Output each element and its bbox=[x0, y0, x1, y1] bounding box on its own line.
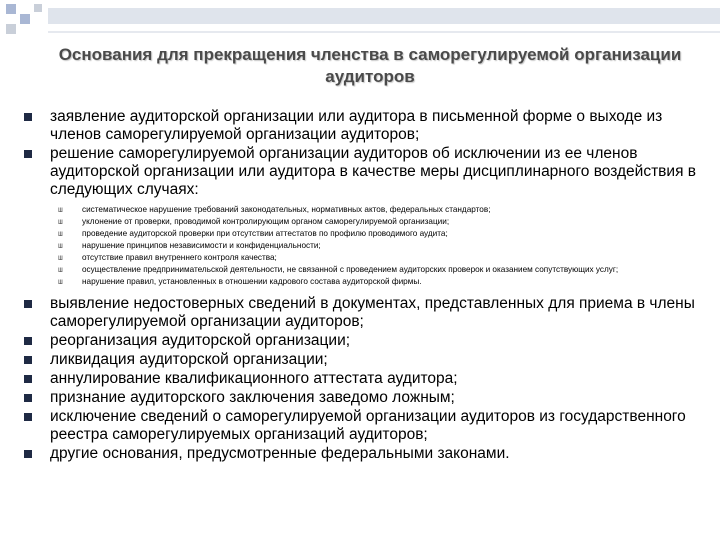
list-item-text: другие основания, предусмотренные федеральными законами. bbox=[50, 445, 510, 462]
sub-bullet-list bbox=[22, 205, 702, 287]
sub-list-item-text: проведение аудиторской проверки при отсутствии аттестатов по профилю проводимого аудита; bbox=[82, 229, 448, 238]
list-item bbox=[22, 445, 702, 463]
list-item bbox=[22, 332, 702, 350]
list-item bbox=[22, 370, 702, 388]
sub-list-item-text: отсутствие правил внутреннего контроля качества; bbox=[82, 253, 277, 262]
sub-bullet-icon: ш bbox=[58, 241, 63, 250]
square-bullet-icon bbox=[24, 300, 32, 308]
sub-list-item bbox=[22, 205, 702, 215]
sub-list-item bbox=[22, 241, 702, 251]
slide-content bbox=[22, 108, 702, 464]
sub-list-item-text: нарушение принципов независимости и конфиденциальности; bbox=[82, 241, 321, 250]
slide-title: Основания для прекращения членства в саморегулируемой организации аудиторов bbox=[58, 45, 682, 86]
list-item-text: аннулирование квалификационного аттестата аудитора; bbox=[50, 370, 458, 387]
bullet-list-bottom bbox=[22, 295, 702, 463]
list-item bbox=[22, 351, 702, 369]
sub-bullet-icon: ш bbox=[58, 277, 63, 286]
sub-list-item-text: осуществление предпринимательской деятельности, не связанной с проведением аудиторских проверок и оказанием сопутствующих услуг; bbox=[82, 265, 619, 274]
sub-list-item bbox=[22, 277, 702, 287]
sub-list-item bbox=[22, 217, 702, 227]
bullet-list-top bbox=[22, 108, 702, 199]
sub-list-item-text: нарушение правил, установленных в отношении кадрового состава аудиторской фирмы. bbox=[82, 277, 422, 286]
sub-list-item-text: уклонение от проверки, проводимой контролирующим органом саморегулируемой организации; bbox=[82, 217, 450, 226]
list-item-text: заявление аудиторской организации или аудитора в письменной форме о выходе из членов саморегулируемой организации аудиторов; bbox=[50, 108, 663, 143]
square-bullet-icon bbox=[24, 375, 32, 383]
sub-bullet-icon: ш bbox=[58, 253, 63, 262]
square-bullet-icon bbox=[24, 356, 32, 364]
square-bullet-icon bbox=[24, 394, 32, 402]
sub-list-item-text: систематическое нарушение требований законодательных, нормативных актов, федеральных стандартов; bbox=[82, 205, 491, 214]
list-item bbox=[22, 408, 702, 444]
list-item-text: признание аудиторского заключения заведомо ложным; bbox=[50, 389, 455, 406]
list-item-text: выявление недостоверных сведений в документах, представленных для приема в члены саморегулируемой организации аудиторов; bbox=[50, 295, 695, 330]
sub-list-item bbox=[22, 253, 702, 263]
list-item-text: ликвидация аудиторской организации; bbox=[50, 351, 328, 368]
list-item bbox=[22, 389, 702, 407]
sub-bullet-icon: ш bbox=[58, 229, 63, 238]
list-item bbox=[22, 145, 702, 199]
sub-list-item bbox=[22, 265, 702, 275]
list-item bbox=[22, 295, 702, 331]
sub-bullet-icon: ш bbox=[58, 217, 63, 226]
square-bullet-icon bbox=[24, 337, 32, 345]
sub-list-item bbox=[22, 229, 702, 239]
list-item bbox=[22, 108, 702, 144]
sub-bullet-icon: ш bbox=[58, 205, 63, 214]
square-bullet-icon bbox=[24, 113, 32, 121]
square-bullet-icon bbox=[24, 413, 32, 421]
sub-bullet-icon: ш bbox=[58, 265, 63, 274]
list-item-text: решение саморегулируемой организации аудиторов об исключении из ее членов аудиторской организации или аудитора в качестве меры дисциплинарного воздействия в следующих случаях: bbox=[50, 145, 696, 198]
list-item-text: исключение сведений о саморегулируемой организации аудиторов из государственного реестра саморегулируемых организаций аудиторов; bbox=[50, 408, 686, 443]
square-bullet-icon bbox=[24, 450, 32, 458]
header-decoration bbox=[0, 0, 720, 40]
list-item-text: реорганизация аудиторской организации; bbox=[50, 332, 351, 349]
square-bullet-icon bbox=[24, 150, 32, 158]
